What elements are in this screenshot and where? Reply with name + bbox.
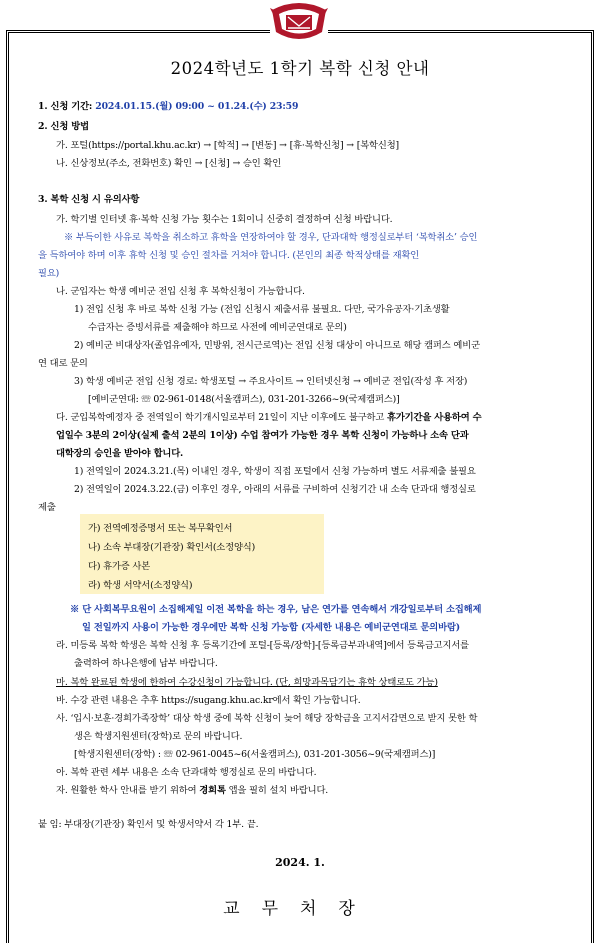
service-note: 일 전일까지 사용이 가능한 경우에만 복학 신청 가능함 (자세한 내용은 예비군연대로 문의바람) [82,622,461,633]
page-title: 2024학년도 1학기 복학 신청 안내 [170,59,430,78]
notice-item: 나. 군입자는 학생 예비군 전입 신청 후 복학신청이 가능합니다. [56,286,305,297]
apply-period-date: 2024.01.15.(월) 09:00 ~ 01.24.(수) 23:59 [95,101,299,112]
notice-subitem: 2) 전역일이 2024.3.22.(금) 이후인 경우, 아래의 서류를 구비하여 신청기간 내 소속 단과대 행정실로 [74,484,476,495]
notice-subitem: 3) 학생 예비군 전입 신청 경로: 학생포털 → 주요사이트 → 인터넷신청 → 예비군 전입(작성 후 저장) [74,376,468,387]
notice-subitem: 1) 전역일이 2024.3.21.(목) 이내인 경우, 학생이 직접 포털에서 신청 가능하며 별도 서류제출 불필요 [74,466,476,477]
notice-item: 라. 미등록 복학 학생은 복학 신청 후 등록기간에 포털-[등록/장학]-[등록금부과내역]에서 등록금고지서를 [56,640,469,651]
notice-subitem: 1) 전입 신청 후 바로 복학 신청 가능 (전입 신청시 제출서류 불필요. 다만, 국가유공자·기초생활 [74,304,450,315]
notice-note: ※ 부득이한 사유로 복학을 취소하고 휴학을 연장하여야 할 경우, 단과대학 행정실로부터 ‘복학취소’ 승인 [64,232,478,243]
notice-item: 출력하여 하나은행에 납부 바랍니다. [74,658,218,669]
notice-item [56,409,481,423]
attachment-line: 붙 임: 부대장(기관장) 확인서 및 학생서약서 각 1부. 끝. [38,819,259,830]
service-note: ※ 단 사회복무요원이 소집해제일 이전 복학을 하는 경우, 남은 연가를 연속해서 개강일로부터 소집해제 [70,604,482,615]
document-item: 나) 소속 부대장(기관장) 확인서(소정양식) [88,542,256,553]
signer: 교무처장 [223,899,377,919]
document-item: 라) 학생 서약서(소정양식) [88,580,193,591]
section-heading: 2. 신청 방법 [38,121,89,132]
notice-emphasis: 대학장의 승인을 받아야 합니다. [56,448,184,459]
notice-item: 마. 복학 완료된 학생에 한하여 수강신청이 가능합니다. (단, 희망과목담기는 휴학 상태로도 가능) [56,677,438,688]
app-name: 경희톡 [199,785,226,796]
contact-line: [학생지원센터(장학) : ☏ 02-961-0045~6(서울캠퍼스), 031-201-3056~9(국제캠퍼스)] [74,749,436,760]
method-item: 가. 포털(https://portal.khu.ac.kr) → [학적] → [변동] → [휴·복학신청] → [복학신청] [56,140,400,151]
notice-subitem: 2) 예비군 비대상자(졸업유예자, 민방위, 전시근로역)는 전입 신청 대상이 아니므로 해당 캠퍼스 예비군 [74,340,480,351]
notice-emphasis: 업일수 3분의 2이상(실제 출석 2분의 1이상) 수업 참여가 가능한 경우 복학 신청이 가능하나 소속 단과 [56,430,469,441]
document-item: 가) 전역예정증명서 또는 복무확인서 [88,523,233,534]
method-item: 나. 신상정보(주소, 전화번호) 확인 → [신청] → 승인 확인 [56,158,282,169]
notice-note: 을 득하여야 하며 이후 휴학 신청 및 승인 절차를 거쳐야 합니다. (본인의 최종 학적상태를 재확인 [38,250,420,261]
apply-period-label: 1. 신청 기간: [38,101,96,112]
notice-text: 다. 군입복학예정자 중 전역일이 학기개시일로부터 21일이 지난 이후에도 불구하고 [56,412,387,423]
notice-subitem: 연 대로 문의 [38,358,88,369]
notice-item: 바. 수강 관련 내용은 추후 https://sugang.khu.ac.kr에서 확인 가능합니다. [56,695,361,706]
notice-item: 가. 학기별 인터넷 휴·복학 신청 가능 횟수는 1회이니 신중히 결정하여 신청 바랍니다. [56,214,393,225]
apply-period [38,98,298,112]
notice-subitem: 수급자는 증빙서류를 제출해야 하므로 사전에 예비군연대로 문의) [88,322,347,333]
document-item: 다) 휴가증 사본 [88,561,151,572]
notice-item: 아. 복학 관련 세부 내용은 소속 단과대학 행정실로 문의 바랍니다. [56,767,317,778]
university-seal-icon [270,2,328,44]
notice-item: 생은 학생지원센터(장학)로 문의 바랍니다. [74,731,243,742]
notice-subitem: 제출 [38,502,56,513]
notice-note: 필요) [38,268,60,279]
notice-item: 사. ‘입시·보훈·경희가족장학’ 대상 학생 중에 복학 신청이 늦어 해당 장학금을 고지서감면으로 받지 못한 학 [56,713,478,724]
section-heading: 3. 복학 신청 시 유의사항 [38,194,140,205]
notice-text: 자. 원활한 학사 안내를 받기 위하여 [56,785,200,796]
notice-emphasis: 휴가기간을 사용하여 수 [387,412,482,423]
notice-item [56,782,328,796]
notice-text: 앱을 필히 설치 바랍니다. [225,785,329,796]
contact-line: [예비군연대: ☏ 02-961-0148(서울캠퍼스), 031-201-3266~9(국제캠퍼스)] [88,394,400,405]
document-date: 2024. 1. [275,856,325,869]
